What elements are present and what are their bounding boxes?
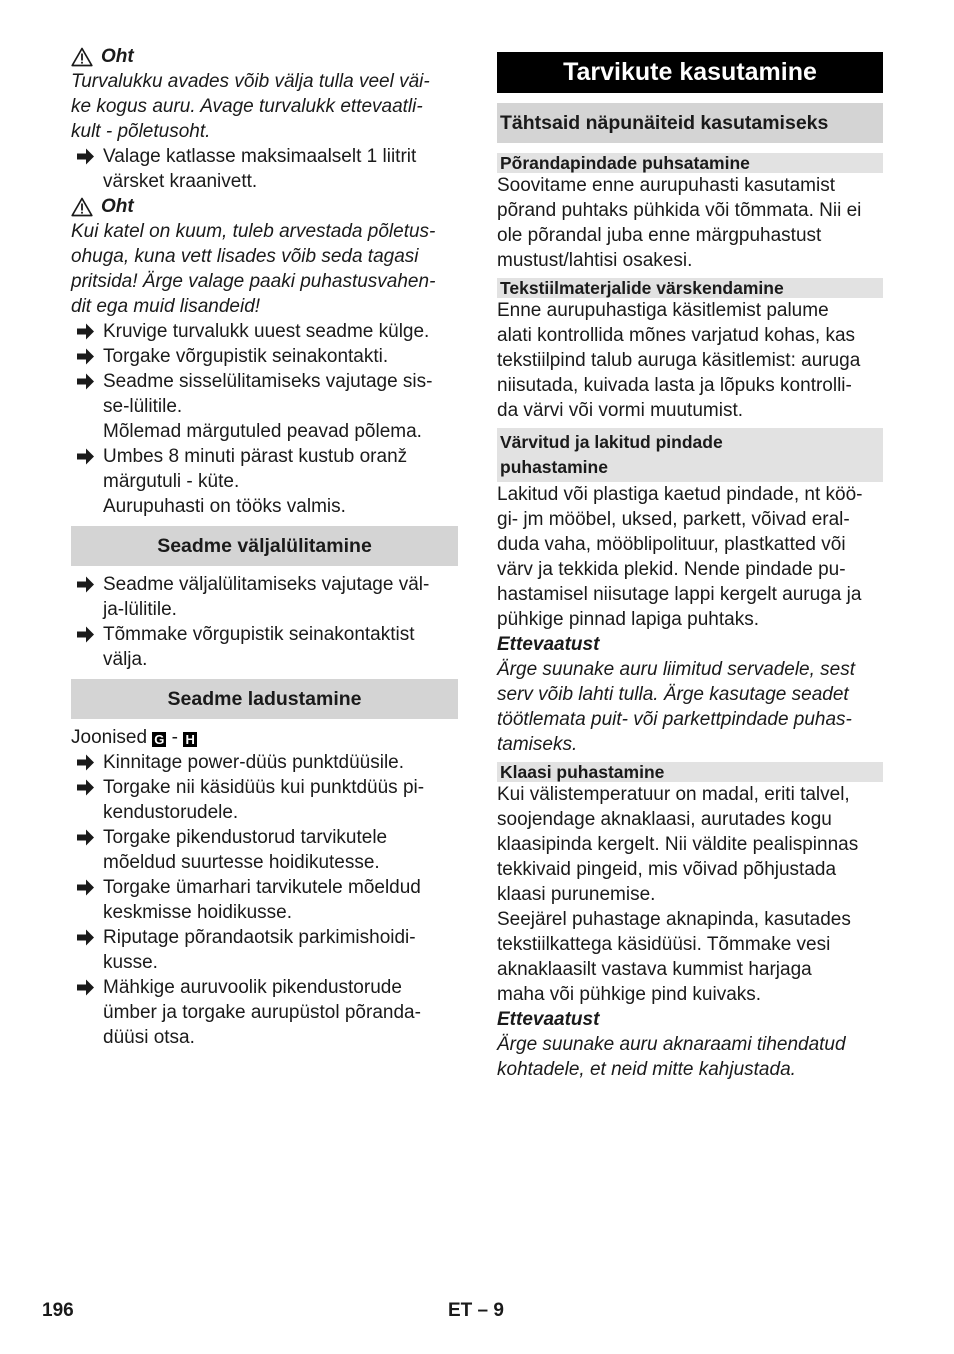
- instruction-step: [71, 444, 458, 494]
- step-line: värsket kraanivett.: [103, 171, 258, 192]
- step-line: Riputage põrandaotsik parkimishoidi-: [103, 927, 416, 948]
- arrow-right-icon: [75, 572, 97, 597]
- step-line: Torgake pikendustorud tarvikutele: [103, 827, 388, 848]
- arrow-right-icon: [75, 444, 97, 469]
- caution-line: tamiseks.: [497, 734, 578, 755]
- body-line: klaasipinda kergelt. Nii väldite pealispinnas: [497, 834, 859, 855]
- body-line: alati kontrollida mõnes varjatud kohas, kas: [497, 325, 856, 346]
- step-line: kusse.: [103, 952, 158, 973]
- arrow-right-icon: [75, 750, 97, 775]
- arrow-right-icon: [75, 319, 97, 344]
- body-line: gi- jm mööbel, uksed, parkett, võivad eral-: [497, 509, 850, 530]
- warning-block: [71, 44, 458, 144]
- arrow-right-icon: [75, 925, 97, 950]
- step-line: Valage katlasse maksimaalselt 1 liitrit: [103, 146, 417, 167]
- step-line: se-lülitile.: [103, 396, 183, 417]
- body-line: tekstiilkattega käsidüüsi. Tõmmake vesi: [497, 934, 831, 955]
- step-line: keskmisse hoidikusse.: [103, 902, 293, 923]
- instruction-step: [71, 925, 458, 975]
- subheading-glass: Klaasi puhastamine: [497, 762, 883, 782]
- instruction-step: [71, 369, 458, 419]
- body-line: klaasi purunemise.: [497, 884, 656, 905]
- step-line: kendustorudele.: [103, 802, 239, 823]
- instruction-step: [71, 825, 458, 875]
- chapter-title: Tarvikute kasutamine: [497, 52, 883, 93]
- body-line: tekstiilpind talub auruga käsitlemist: auruga: [497, 350, 861, 371]
- step-note: Aurupuhasti on tööks valmis.: [103, 496, 346, 517]
- body-line: Enne aurupuhastiga käsitlemist palume: [497, 300, 829, 321]
- warning-block: [71, 194, 458, 319]
- subheading-floor: Põrandapindade puhsatamine: [497, 153, 883, 173]
- instruction-step: [71, 775, 458, 825]
- arrow-right-icon: [75, 975, 97, 1000]
- arrow-right-icon: [75, 344, 97, 369]
- body-line: da värvi või vormi muutumist.: [497, 400, 744, 421]
- body-line: põrand puhtaks pühkida või tõmmata. Nii ei: [497, 200, 862, 221]
- instruction-step: [71, 875, 458, 925]
- page-number: 196: [42, 1300, 74, 1321]
- arrow-right-icon: [75, 825, 97, 850]
- step-line: ümber ja torgake aurupüstol põranda-: [103, 1002, 421, 1023]
- caution-line: serv võib lahti tulla. Ärge kasutage seadet: [497, 684, 849, 705]
- body-line: mustust/lahtisi osakesi.: [497, 250, 693, 271]
- body-line: ole põrandal juba enne märgpuhastust: [497, 225, 822, 246]
- step-line: välja.: [103, 649, 148, 670]
- step-line: Seadme sisselülitamiseks vajutage sis-: [103, 371, 433, 392]
- warning-text-line: kult - põletusoht.: [71, 121, 211, 142]
- instruction-step: [71, 975, 458, 1050]
- instruction-step: [71, 572, 458, 622]
- instruction-step: [71, 319, 458, 344]
- body-line: hastamisel niisutage lappi kergelt auruga ja: [497, 584, 862, 605]
- warning-text-line: Kui katel on kuum, tuleb arvestada põletus-: [71, 221, 436, 242]
- arrow-right-icon: [75, 775, 97, 800]
- warning-text-line: pritsida! Ärge valage paaki puhastusvahen-: [71, 271, 436, 292]
- body-line: Soovitame enne aurupuhasti kasutamist: [497, 175, 835, 196]
- warning-text-line: Turvalukku avades võib välja tulla veel väi-: [71, 71, 430, 92]
- figure-letter-h: H: [183, 732, 197, 747]
- body-line: maha või pühkige pind kuivaks.: [497, 984, 762, 1005]
- step-line: Kruvige turvalukk uuest seadme külge.: [103, 321, 430, 342]
- body-line: aknaklaasilt vastava kummist harjaga: [497, 959, 812, 980]
- figure-letter-g: G: [154, 732, 165, 747]
- instruction-step: [71, 750, 458, 775]
- arrow-right-icon: [75, 144, 97, 169]
- warning-title: Oht: [71, 44, 458, 69]
- step-line: Torgake ümarhari tarvikutele mõeldud: [103, 877, 421, 898]
- right-column: [497, 44, 883, 1082]
- caution-line: Ärge suunake auru liimitud servadele, sest: [497, 659, 856, 680]
- caution-line: töötlemata puit- või parkettpindade puhas-: [497, 709, 852, 730]
- step-line: Seadme väljalülitamiseks vajutage väl-: [103, 574, 430, 595]
- step-line: düüsi otsa.: [103, 1027, 195, 1048]
- caution-line: kohtadele, et neid mitte kahjustada.: [497, 1059, 796, 1080]
- subheading-textile: Tekstiilmaterjalide värskendamine: [497, 278, 883, 298]
- arrow-right-icon: [75, 622, 97, 647]
- step-line: ja-lülitile.: [103, 599, 177, 620]
- figure-reference: Joonised G - H: [71, 725, 458, 750]
- subheading-painted: Värvitud ja lakitud pindade puhastamine: [497, 428, 883, 482]
- warning-triangle-icon: [71, 47, 93, 67]
- arrow-right-icon: [75, 875, 97, 900]
- body-line: pühkige pinnad lapiga puhtaks.: [497, 609, 759, 630]
- section-heading-storage: Seadme ladustamine: [71, 679, 458, 719]
- step-line: Torgake võrgupistik seinakontakti.: [103, 346, 389, 367]
- arrow-right-icon: [75, 369, 97, 394]
- body-line: soojendage aknaklaasi, aurutades kogu: [497, 809, 832, 830]
- instruction-step: [71, 344, 458, 369]
- caution-title: Ettevaatust: [497, 634, 600, 655]
- warning-triangle-icon: [71, 197, 93, 217]
- section-subtitle: Tähtsaid näpunäiteid kasutamiseks: [497, 103, 883, 143]
- step-line: Umbes 8 minuti pärast kustub oranž: [103, 446, 408, 467]
- step-note: Mõlemad märgutuled peavad põlema.: [103, 421, 422, 442]
- body-line: värv ja tekkida plekid. Nende pindade pu-: [497, 559, 846, 580]
- caution-title: Ettevaatust: [497, 1009, 600, 1030]
- body-line: tekkivaid pingeid, mis võivad põhjustada: [497, 859, 837, 880]
- step-line: Tõmmake võrgupistik seinakontaktist: [103, 624, 415, 645]
- section-heading-switch-off: Seadme väljalülitamine: [71, 526, 458, 566]
- left-column: [71, 44, 458, 1050]
- step-line: Kinnitage power-düüs punktdüüsile.: [103, 752, 405, 773]
- body-line: Lakitud või plastiga kaetud pindade, nt köö-: [497, 484, 863, 505]
- instruction-step: [71, 144, 458, 194]
- body-line: niisutada, kuivada lasta ja lõpuks kontrolli-: [497, 375, 852, 396]
- body-line: duda vaha, mööblipolituur, plastkatted või: [497, 534, 846, 555]
- body-line: Seejärel puhastage aknapinda, kasutades: [497, 909, 851, 930]
- step-line: mõeldud suurtesse hoidikutesse.: [103, 852, 380, 873]
- step-line: Mähkige auruvoolik pikendustorude: [103, 977, 402, 998]
- instruction-step: [71, 622, 458, 672]
- step-line: Torgake nii käsidüüs kui punktdüüs pi-: [103, 777, 425, 798]
- caution-line: Ärge suunake auru aknaraami tihendatud: [497, 1034, 846, 1055]
- warning-text-line: ohuga, kuna vett lisades võib seda tagasi: [71, 246, 419, 267]
- warning-text-line: dit ega muid lisandeid!: [71, 296, 261, 317]
- warning-title: Oht: [71, 194, 458, 219]
- step-line: märgutuli - küte.: [103, 471, 240, 492]
- page-code: ET – 9: [448, 1300, 504, 1321]
- warning-text-line: ke kogus auru. Avage turvalukk ettevaatli-: [71, 96, 423, 117]
- body-line: Kui välistemperatuur on madal, eriti talvel,: [497, 784, 850, 805]
